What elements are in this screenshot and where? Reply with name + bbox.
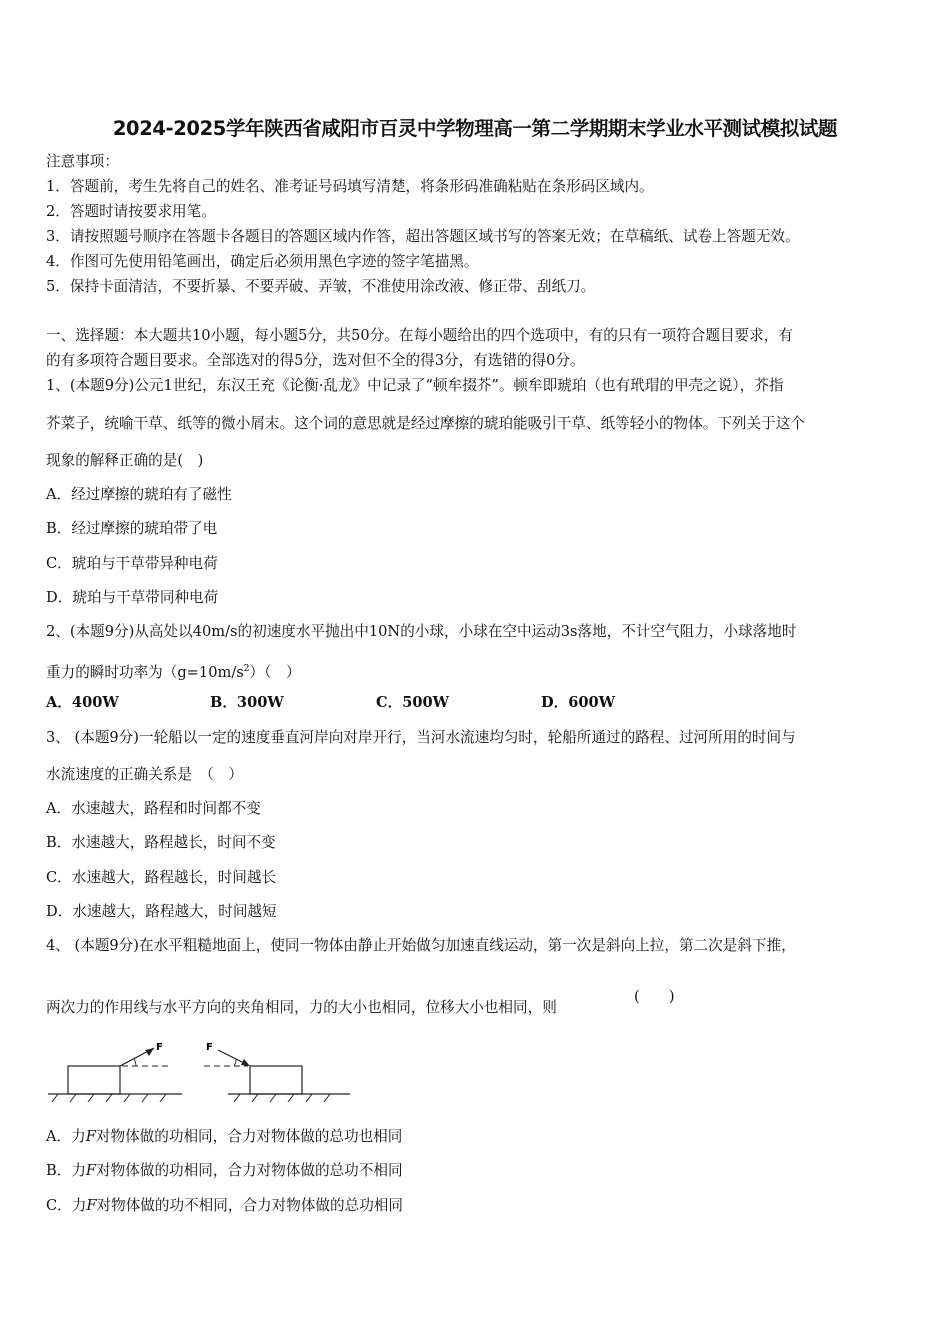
q1-option-a: A．经过摩擦的琥珀有了磁性	[46, 486, 232, 503]
q3-option-b: B．水速越大，路程越长，时间不变	[46, 834, 276, 851]
q2-stem-line2	[46, 659, 301, 683]
q4-answer-paren: ( )	[634, 988, 675, 1005]
section-instructions-line1: 一、选择题：本大题共10小题，每小题5分，共50分。在每小题给出的四个选项中，有的只有一项符合题目要求，有	[46, 327, 793, 344]
q3-option-c: C．水速越大，路程越长，时间越长	[46, 869, 277, 886]
ground-hatch-right	[234, 1094, 330, 1102]
q4-option-a-text: 对物体做的功相同，合力对物体做的总功也相同	[95, 1128, 403, 1145]
push-arrowhead	[241, 1059, 250, 1066]
q4-stem-line2: 两次力的作用线与水平方向的夹角相同，力的大小也相同，位移大小也相同，则	[46, 999, 557, 1016]
q4-option-b-var: F	[85, 1162, 97, 1179]
q2-option-a: A．400W	[46, 694, 119, 711]
notice-item: 1．答题前，考生先将自己的姓名、准考证号码填写清楚，将条形码准确粘贴在条形码区域内。	[46, 178, 654, 195]
q3-option-a: A．水速越大，路程和时间都不变	[46, 800, 261, 817]
q1-stem-line2: 芥菜子，统喻干草、纸等的微小屑末。这个词的意思就是经过摩擦的琥珀能吸引干草、纸等轻小的物体。下列关于这个	[46, 415, 805, 432]
q4-option-a-var: F	[85, 1128, 96, 1145]
notice-heading: 注意事项：	[46, 153, 119, 170]
force-diagram	[44, 1038, 364, 1110]
q2-stem-paren: ）（ ）	[249, 663, 301, 681]
notice-item: 5．保持卡面清洁，不要折暴、不要弄破、弄皱，不准使用涂改液、修正带、刮纸刀。	[46, 278, 596, 295]
q4-option-b-prefix: B．力	[46, 1162, 86, 1179]
q2-stem-text: 重力的瞬时功率为（g=10m/s	[46, 663, 244, 681]
block-left	[68, 1066, 120, 1094]
q4-option-b	[46, 1161, 403, 1181]
q2-option-c: C．500W	[376, 694, 450, 711]
q1-option-d: D．琥珀与干草带同种电荷	[46, 589, 219, 606]
section-instructions-line2: 的有多项符合题目要求。全部选对的得5分，选对但不全的得3分，有选错的得0分。	[46, 352, 585, 369]
q2-stem-line1: 2、(本题9分)从高处以40m/s的初速度水平抛出中10N的小球，小球在空中运动3s落地，不计空气阻力，小球落地时	[46, 623, 797, 640]
q4-option-c-text: 对物体做的功不相同，合力对物体做的总功相同	[96, 1197, 403, 1214]
block-right	[250, 1066, 302, 1094]
q2-option-b: B．300W	[210, 694, 284, 711]
q2-superscript: 2	[243, 664, 250, 674]
q3-stem-line1: 3、 (本题9分)一轮船以一定的速度垂直河岸向对岸开行，当河水流速均匀时，轮船所通过的路程、过河所用的时间与	[46, 729, 796, 746]
q4-stem-line1: 4、 (本题9分)在水平粗糙地面上，使同一物体由静止开始做匀加速直线运动，第一次是斜向上拉，第二次是斜下推，	[46, 937, 796, 954]
angle-arc-left	[134, 1059, 136, 1066]
q4-option-a	[46, 1127, 402, 1147]
notice-item: 2．答题时请按要求用笔。	[46, 203, 216, 220]
q1-stem-line3: 现象的解释正确的是( )	[46, 452, 204, 469]
page-title: 2024-2025学年陕西省咸阳市百灵中学物理高一第二学期期末学业水平测试模拟试题	[112, 117, 838, 140]
q1-option-c: C．琥珀与干草带异种电荷	[46, 555, 218, 572]
q4-option-a-prefix: A．力	[46, 1128, 86, 1145]
angle-arc-right	[234, 1059, 236, 1066]
q4-option-c-prefix: C．力	[46, 1197, 87, 1214]
q4-option-b-text: 对物体做的功相同，合力对物体做的总功不相同	[96, 1162, 403, 1179]
q4-option-c	[46, 1196, 403, 1216]
q2-option-d: D．600W	[541, 694, 616, 711]
force-label-right: F	[206, 1042, 213, 1053]
q1-stem-line1: 1、(本题9分)公元1世纪，东汉王充《论衡·乱龙》中记录了“顿牟掇芥”。顿牟即琥珀（也有玳瑁的甲壳之说），芥指	[46, 377, 784, 394]
ground-hatch-left	[52, 1094, 166, 1102]
q3-option-d: D．水速越大，路程越大，时间越短	[46, 903, 277, 920]
q1-option-b: B．经过摩擦的琥珀带了电	[46, 520, 218, 537]
notice-item: 3．请按照题号顺序在答题卡各题目的答题区域内作答，超出答题区域书写的答案无效；在草稿纸、试卷上答题无效。	[46, 228, 800, 245]
q4-option-c-var: F	[86, 1197, 97, 1214]
notice-item: 4．作图可先使用铅笔画出，确定后必须用黑色字迹的签字笔描黑。	[46, 253, 479, 270]
force-label-left: F	[156, 1042, 163, 1053]
q3-stem-line2: 水流速度的正确关系是 （ ）	[46, 766, 244, 783]
pull-arrowhead	[145, 1048, 154, 1056]
